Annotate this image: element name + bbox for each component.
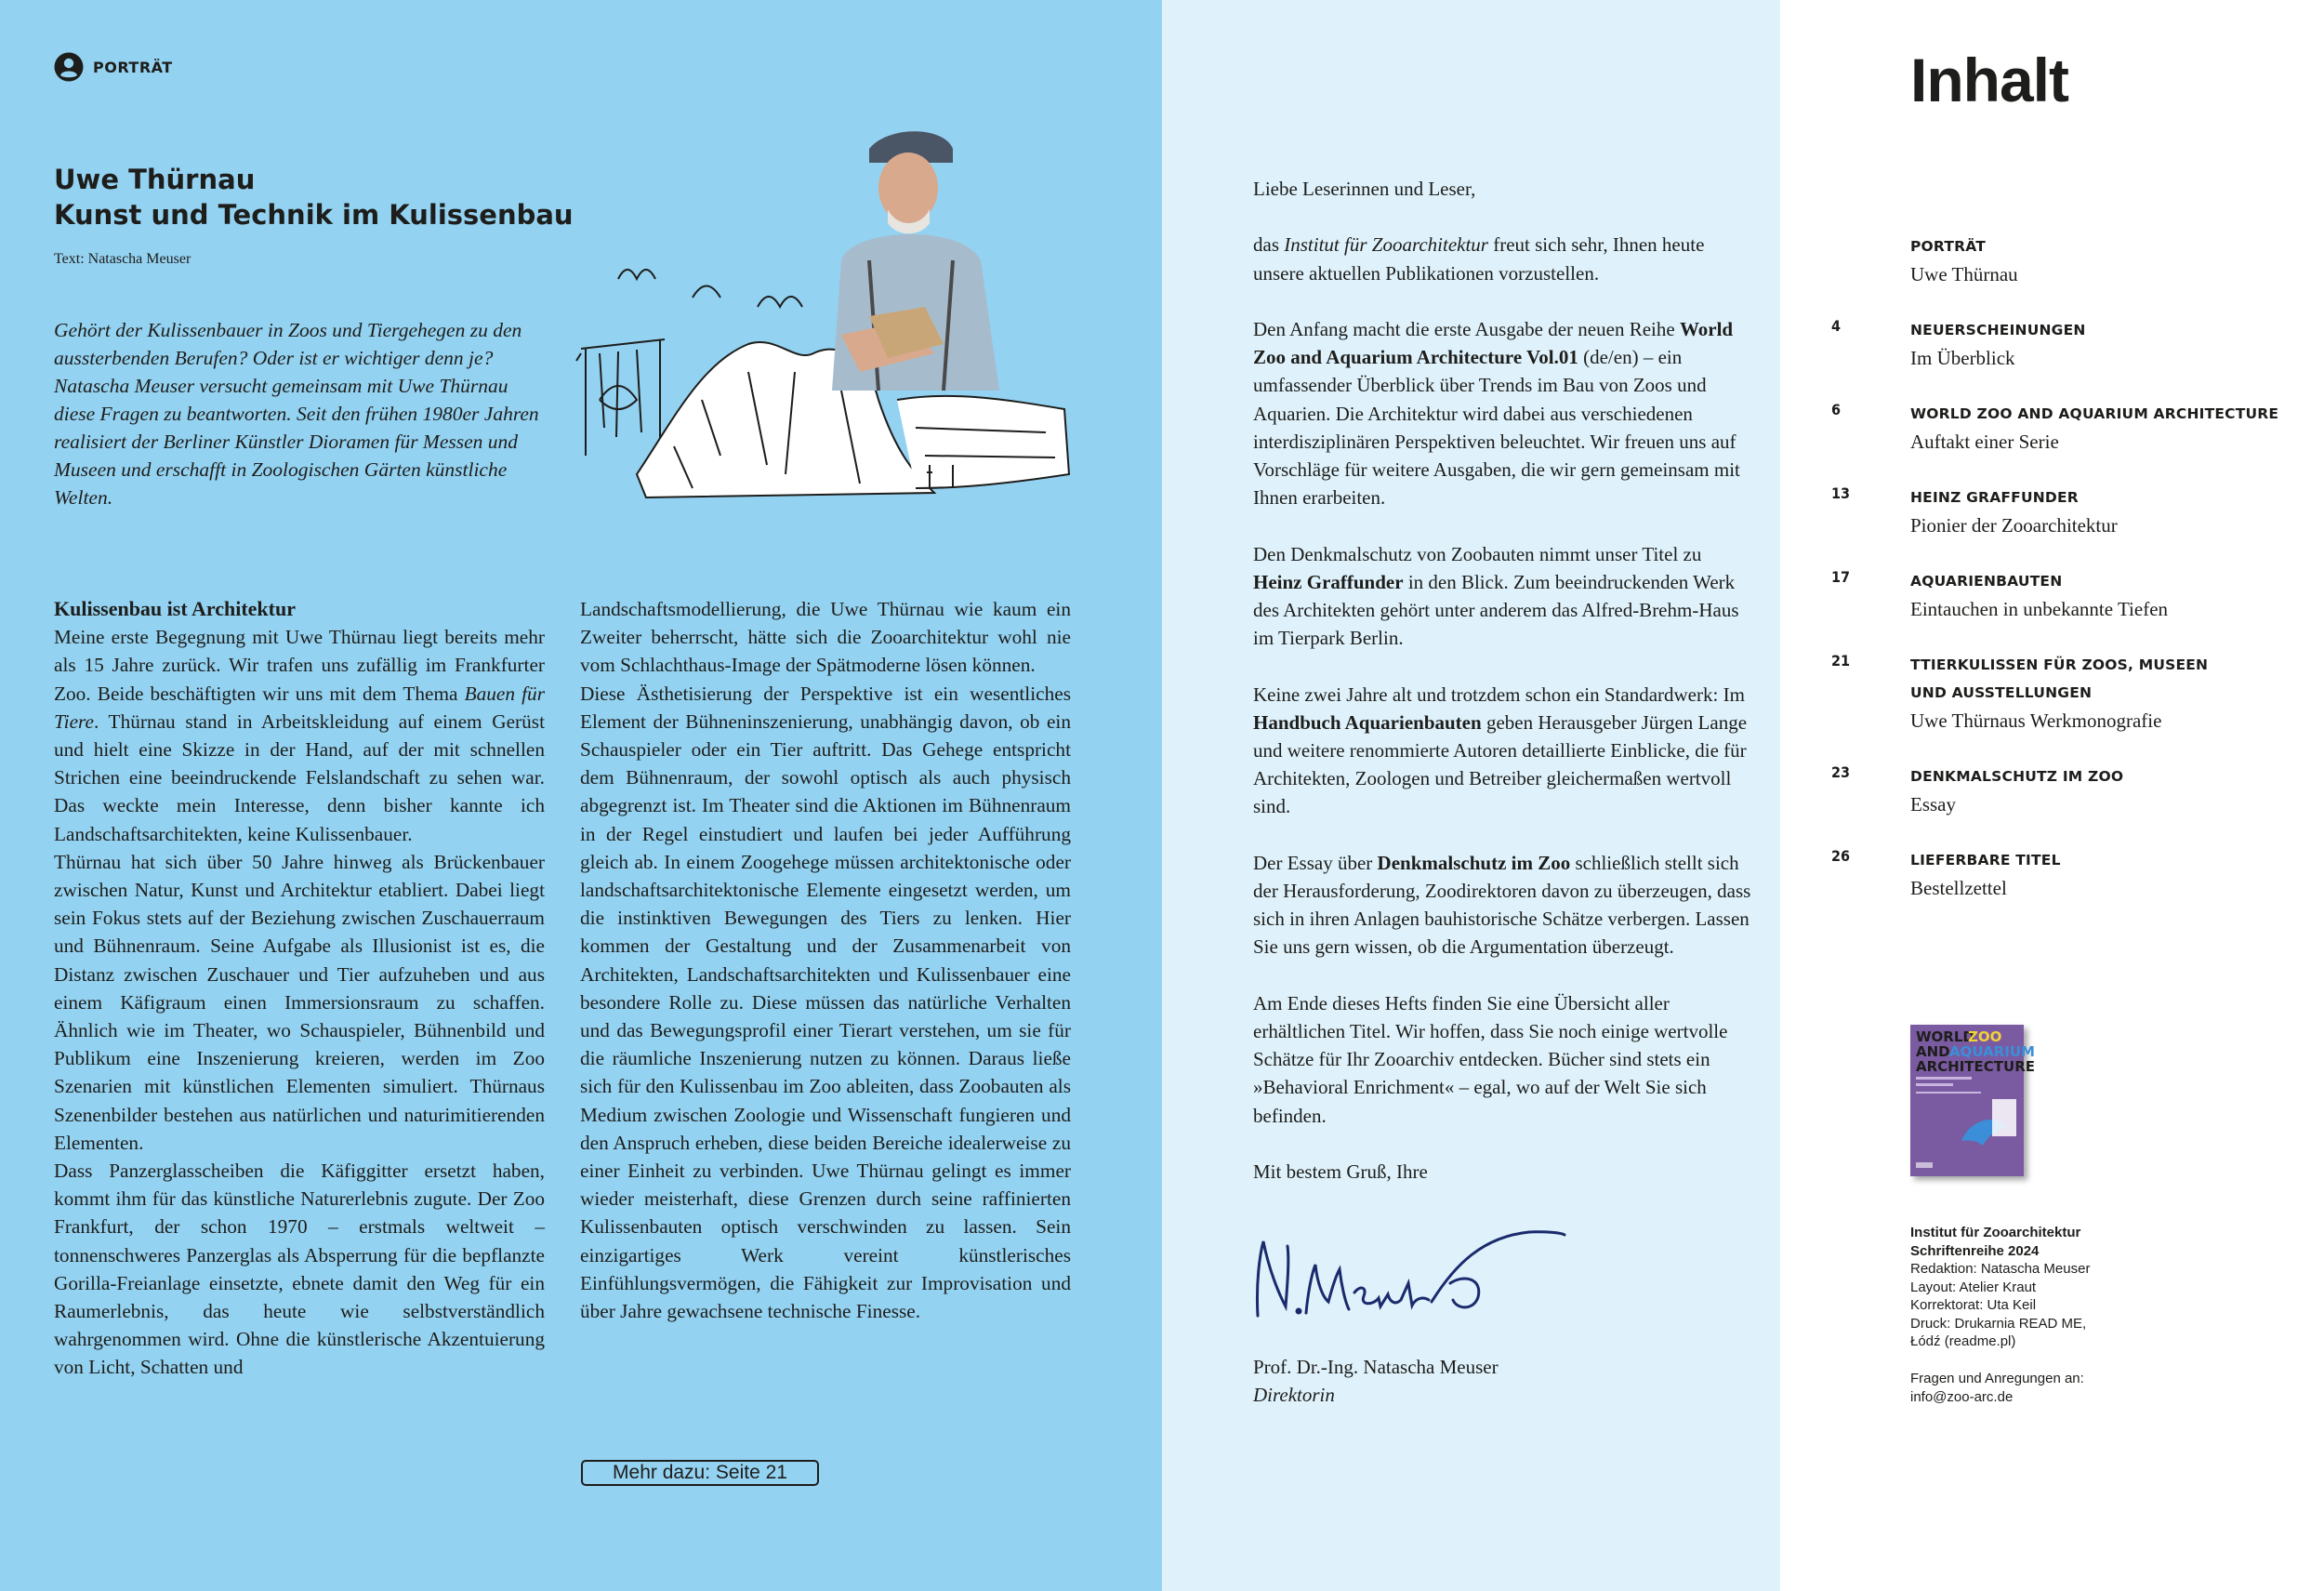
toc-section-heading: DENKMALSCHUTZ IM ZOO (1910, 768, 2124, 785)
article-byline: Text: Natascha Meuser (54, 251, 191, 267)
book-cover-image[interactable] (1910, 1025, 2035, 1176)
article-title-line2: Kunst und Technik im Kulissenbau (54, 199, 574, 231)
imprint-series: Schriftenreihe 2024 (1910, 1242, 2040, 1259)
toc-section-heading: WORLD ZOO AND AQUARIUM ARCHITECTURE (1910, 405, 2279, 422)
toc-section-subtitle: Bestellzettel (1910, 877, 2007, 899)
toc-title: Inhalt (1910, 46, 2068, 114)
imprint-proofreading: Korrektorat: Uta Keil (1910, 1297, 2037, 1313)
column-heading: Kulissenbau ist Architektur (54, 597, 296, 620)
toc-section-subtitle: Uwe Thürnaus Werkmonografie (1910, 709, 2162, 732)
imprint-printer: Druck: Drukarnia READ ME, (1910, 1315, 2087, 1332)
toc-item[interactable] (1780, 651, 2324, 735)
editorial-letter-panel (1162, 0, 1780, 1591)
imprint-publisher: Institut für Zooarchitektur (1910, 1225, 2081, 1240)
toc-page-number: 6 (1831, 401, 1842, 418)
toc-section-heading: LIEFERBARE TITEL (1910, 852, 2061, 868)
signer-role: Direktorin (1253, 1384, 1335, 1406)
toc-section-subtitle: Eintauchen in unbekannte Tiefen (1910, 598, 2169, 620)
section-tag (54, 52, 173, 82)
article-title (54, 162, 574, 232)
toc-item[interactable] (1780, 484, 2324, 539)
toc-section-subtitle: Im Überblick (1910, 347, 2015, 369)
imprint-printer-location: Łódź (readme.pl) (1910, 1333, 2016, 1349)
letter-paragraph-6: Am Ende dieses Hefts finden Sie eine Übersicht aller erhältlichen Titel. Wir hoffen, dass Sie noch einige wertvolle Schätze für Ihr Zooarchiv entdecken. Bücher sind stets ein »Behavioral Enrichment« – egal, wo auf der Welt Sie sich befinden. (1253, 991, 1728, 1127)
article-title-line1: Uwe Thürnau (54, 164, 256, 195)
toc-item[interactable] (1780, 567, 2324, 623)
column2-paragraph-1: Landschaftsmodellierung, die Uwe Thürnau wie kaum ein Zweiter beherrscht, hätte sich die Zooarchitektur wohl nie vom Schlachthaus-Image der Spätmoderne lösen können. (580, 598, 1071, 677)
article-column-1 (54, 595, 545, 1382)
letter-paragraph-2: Den Anfang macht die erste Ausgabe der neuen Reihe World Zoo and Aquarium Architecture Vol.01 (de/en) – ein umfassender Überblick über Trends im Bau von Zoos und Aquarien. Die Architektur wird dabei aus verschiedenen interdisziplinären Perspektiven beleuchtet. Wir freuen uns auf Vorschläge für weitere Ausgaben, die wir gern gemeinsam mit Ihnen erarbeiten. (1253, 317, 1740, 510)
toc-page-number: 4 (1831, 317, 1842, 335)
person-icon (54, 52, 84, 82)
column2-paragraph-2: Diese Ästhetisierung der Perspektive ist ein wesentliches Element der Bühneninszenierung, unabhängig davon, ob ein Schauspieler oder ein Tier auftritt. Das Gehege entspricht dem Bühnenraum, der sowohl optisch als auch physisch abgegrenzt ist. Im Theater sind die Aktionen im Bühnenraum in der Regel einstudiert und laufen bei jeder Aufführung gleich ab. In einem Zoogehege müssen architektonische oder landschaftsarchitektonische Elemente eingesetzt werden, um die instinktiven Bewegungen des Tiers zu lenken. Hier kommen der Gestaltung und der Zusammenarbeit von Architekten, Landschaftsarchitekten und Kulissenbauer eine besondere Rolle zu. Diese müssen das natürliche Verhalten und das Bewegungsprofil einer Tierart verstehen, um sie für die räumliche Inszenierung nutzen zu können. Daraus ließe sich für den Kulissenbau im Zoo ableiten, dass Zoobauten als Medium zwischen Zoologie und Wissenschaft fungieren und den Anspruch erheben, diese beiden Bereiche idealerweise zu einer Einheit zu verbinden. Uwe Thürnau gelingt es immer wieder meisterhaft, diese Grenzen durch seine raffinierten Kulissenbauten optisch verschwinden zu lassen. Sein einzigartiges Werk vereint künstlerisches Einfühlungsvermögen, die Fähigkeit zur Improvisation und über Jahre gewachsene technische Finesse. (580, 682, 1071, 1323)
toc-section-subtitle: Pionier der Zooarchitektur (1910, 514, 2118, 537)
contact-email[interactable]: info@zoo-arc.de (1910, 1388, 2014, 1405)
toc-section-heading: AQUARIENBAUTEN (1910, 573, 2063, 590)
article-column-2 (580, 595, 1071, 1325)
svg-text:ARCHITECTURE: ARCHITECTURE (1916, 1058, 2035, 1075)
editorial-letter (1253, 175, 1755, 1213)
contact-info (1910, 1370, 2084, 1406)
imprint-layout: Layout: Atelier Kraut (1910, 1279, 2037, 1295)
toc-list (1780, 232, 2324, 930)
toc-item[interactable] (1780, 762, 2324, 818)
toc-item[interactable] (1780, 232, 2324, 288)
toc-item[interactable] (1780, 400, 2324, 456)
toc-section-heading: PORTRÄT (1910, 238, 1987, 255)
svg-text:WORLD: WORLD (1916, 1028, 1974, 1045)
column1-paragraph-2: Thürnau hat sich über 50 Jahre hinweg als Brückenbauer zwischen Natur, Kunst und Architektur etabliert. Dabei liegt sein Fokus stets auf der Beziehung zwischen Zuschauerraum und Bühnenraum. Seine Aufgabe als Illusionist ist es, die Distanz zwischen Zuschauer und Tier aufzuheben und aus einem Käfigraum einen Immersionsraum zu schaffen. Ähnlich wie im Theater, wo Schauspieler, Bühnenbild und Publikum eine Inszenierung kreieren, werden im Zoo Szenarien mit künstlichen Elementen simuliert. Thürnaus Szenenbilder bestehen aus natürlichen und naturimitierenden Elementen. (54, 850, 545, 1154)
toc-item[interactable] (1780, 316, 2324, 372)
toc-section-subtitle: Auftakt einer Serie (1910, 431, 2059, 453)
section-tag-label: PORTRÄT (93, 58, 173, 76)
letter-paragraph-4: Keine zwei Jahre alt und trotzdem schon ein Standardwerk: Im Handbuch Aquarienbauten geben Herausgeber Jürgen Lange und weitere renommierte Autoren detaillierte Einblicke, die für Architekten, Zoologen und Betreiber gleichermaßen wertvoll sind. (1253, 683, 1748, 818)
toc-page-number: 21 (1831, 652, 1851, 670)
toc-page-number: 13 (1831, 484, 1851, 502)
column1-paragraph-3: Dass Panzerglasscheiben die Käfiggitter ersetzt haben, kommt ihm für das künstliche Naturerlebnis zugute. Der Zoo Frankfurt, der schon 1970 – erstmals weltweit – tonnenschweres Panzerglas als Absperrung für die bepflanzte Gorilla-Freianlage einsetzte, ebnete damit den Weg für ein Raumerlebnis, das heute wie selbstverständlich wahrgenommen wird. Ohne die künstlerische Akzentuierung von Licht, Schatten und (54, 1160, 545, 1379)
toc-section-subtitle: Essay (1910, 793, 1956, 815)
toc-section-heading-line2: UND AUSSTELLUNGEN (1910, 684, 2093, 701)
toc-section-heading: HEINZ GRAFFUNDER (1910, 489, 2079, 506)
toc-section-heading: TTIERKULISSEN FÜR ZOOS, MUSEEN (1910, 656, 2209, 673)
imprint (1910, 1224, 2090, 1351)
letter-salutation: Liebe Leserinnen und Leser, (1253, 178, 1476, 200)
letter-closing: Mit bestem Gruß, Ihre (1253, 1160, 1428, 1183)
toc-page-number: 26 (1831, 847, 1851, 865)
signature (1250, 1227, 1566, 1330)
toc-item[interactable] (1780, 846, 2324, 902)
letter-paragraph-5: Der Essay über Denkmalschutz im Zoo schließlich stellt sich der Herausforderung, Zoodirektoren davon zu überzeugen, dass sich in ihren Anlagen bauhistorische Schätze verbergen. Lassen Sie uns gern wissen, ob die Argumentation überzeugt. (1253, 851, 1751, 959)
imprint-editor: Redaktion: Natascha Meuser (1910, 1261, 2091, 1277)
toc-page-number: 17 (1831, 568, 1851, 586)
svg-text:AND: AND (1916, 1043, 1950, 1060)
letter-paragraph-1: das Institut für Zooarchitektur freut sich sehr, Ihnen heute unsere aktuellen Publikationen vorzustellen. (1253, 233, 1705, 285)
table-of-contents-panel (1780, 0, 2324, 1591)
man-figure (832, 131, 999, 391)
svg-text:ZOO: ZOO (1968, 1028, 2002, 1045)
article-intro: Gehört der Kulissenbauer in Zoos und Tiergehegen zu den aussterbenden Berufen? Oder ist er wichtiger denn je? Natascha Meuser versucht gemeinsam mit Uwe Thürnau diese Fragen zu beantworten. Seit den frühen 1980er Jahren realisiert der Berliner Künstler Dioramen für Messen und Museen und erschafft in Zoologischen Gärten künstliche Welten. (54, 319, 539, 509)
more-info-link[interactable]: Mehr dazu: Seite 21 (581, 1460, 819, 1486)
portrait-sketch-illustration (562, 121, 1078, 521)
toc-page-number: 23 (1831, 763, 1851, 781)
toc-section-subtitle: Uwe Thürnau (1910, 263, 2018, 285)
svg-text:AQUARIUM: AQUARIUM (1949, 1043, 2035, 1060)
toc-section-heading: NEUERSCHEINUNGEN (1910, 322, 2086, 338)
signer-block (1253, 1353, 1499, 1409)
letter-paragraph-3: Den Denkmalschutz von Zoobauten nimmt unser Titel zu Heinz Graffunder in den Blick. Zum beeindruckenden Werk des Architekten gehört unter anderem das Alfred-Brehm-Haus im Tierpark Berlin. (1253, 542, 1739, 650)
signer-name: Prof. Dr.-Ing. Natascha Meuser (1253, 1356, 1499, 1378)
contact-label: Fragen und Anregungen an: (1910, 1371, 2084, 1386)
column1-paragraph-1: Meine erste Begegnung mit Uwe Thürnau liegt bereits mehr als 15 Jahre zurück. Wir trafen uns zufällig im Frankfurter Zoo. Beide beschäftigten wir uns mit dem Thema Bauen für Tiere. Thürnau stand in Arbeitskleidung auf einem Gerüst und hielt eine Skizze in der Hand, auf der mit schnellen Strichen eine beeindruckende Felslandschaft zu sehen war. Das weckte mein Interesse, denn bisher kannte ich Landschaftsarchitekten, keine Kulissenbauer. (54, 626, 545, 845)
